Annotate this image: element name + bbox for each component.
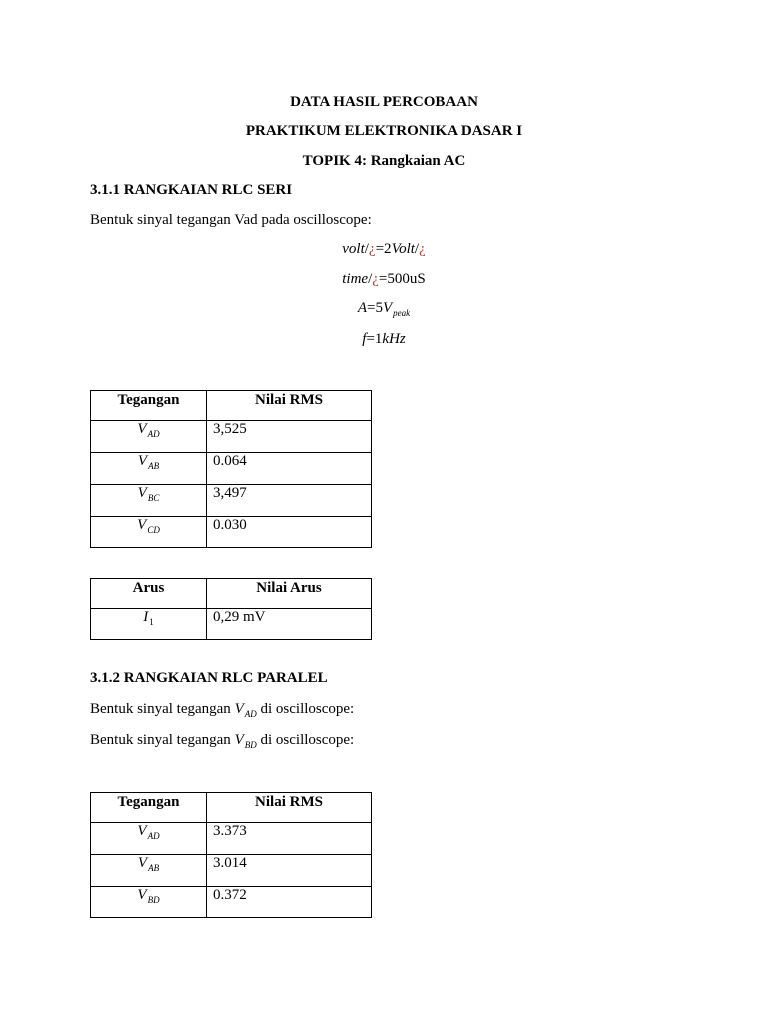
param-time-div: time/¿=500uS	[342, 271, 426, 287]
table-header-row	[91, 793, 372, 823]
column-header-nilai-arus: Nilai Arus	[207, 579, 372, 609]
rms-value: 3.373	[207, 823, 372, 855]
table-row	[91, 453, 372, 485]
param-volt-div: volt/¿=2Volt/¿	[342, 241, 426, 257]
table-row	[91, 517, 372, 548]
table-row	[91, 485, 372, 517]
voltage-label-vbd: $V_{BD}$	[91, 887, 207, 918]
current-label-i1: $I_1$	[91, 609, 207, 640]
param-amplitude: $A=5V_{peak}$	[357, 300, 411, 318]
table-voltage-seri	[90, 390, 372, 548]
rms-value: 0.064	[207, 453, 372, 485]
table-row	[91, 855, 372, 887]
voltage-label-vbc: $V_{BC}$	[91, 485, 207, 517]
table-voltage-paralel	[90, 792, 372, 918]
voltage-label-vcd: $V_{CD}$	[91, 517, 207, 548]
voltage-label-vad: $V_{AD}$	[91, 421, 207, 453]
table-header-row	[91, 579, 372, 609]
doc-topic: TOPIK 4: Rangkaian AC	[302, 153, 466, 169]
rms-value: 0.030	[207, 517, 372, 548]
doc-title: DATA HASIL PERCOBAAN	[290, 94, 478, 110]
rms-value: 0.372	[207, 887, 372, 918]
rms-value: 3,525	[207, 421, 372, 453]
voltage-label-vab: $V_{AB}$	[91, 453, 207, 485]
column-header-arus: Arus	[91, 579, 207, 609]
section-heading-rlc-paralel: 3.1.2 RANGKAIAN RLC PARALEL	[90, 670, 328, 686]
table-header-row	[91, 391, 372, 421]
doc-subtitle: PRAKTIKUM ELEKTRONIKA DASAR I	[245, 123, 523, 139]
intro-vad-text: Bentuk sinyal tegangan Vad pada oscilloscope:	[90, 212, 372, 228]
section-heading-rlc-seri: 3.1.1 RANGKAIAN RLC SERI	[90, 182, 293, 198]
rms-value: 3.014	[207, 855, 372, 887]
column-header-tegangan: Tegangan	[91, 391, 207, 421]
table-row	[91, 823, 372, 855]
column-header-tegangan: Tegangan	[91, 793, 207, 823]
table-row	[91, 609, 372, 640]
voltage-label-vad: $V_{AD}$	[91, 823, 207, 855]
param-frequency: f=1kHz	[362, 331, 406, 347]
table-current-seri	[90, 578, 372, 640]
intro-vbd-paralel-text: Bentuk sinyal tegangan $V_{BD}$ di oscilloscope:	[90, 732, 355, 750]
table-row	[91, 887, 372, 918]
intro-vad-paralel-text: Bentuk sinyal tegangan $V_{AD}$ di oscilloscope:	[90, 701, 355, 719]
column-header-nilai-rms: Nilai RMS	[207, 793, 372, 823]
rms-value: 3,497	[207, 485, 372, 517]
current-value: 0,29 mV	[207, 609, 372, 640]
table-row	[91, 421, 372, 453]
voltage-label-vab: $V_{AB}$	[91, 855, 207, 887]
column-header-nilai-rms: Nilai RMS	[207, 391, 372, 421]
